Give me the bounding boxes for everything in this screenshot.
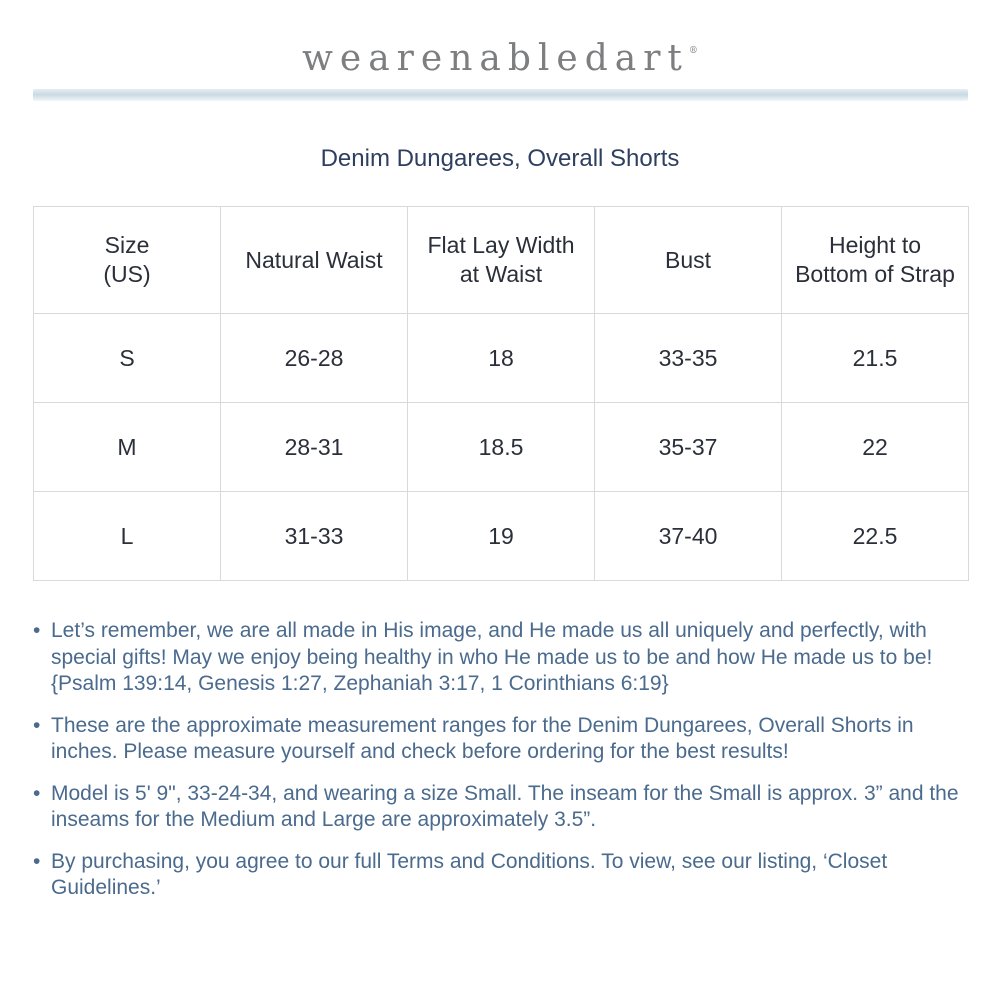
cell-size: L xyxy=(34,492,221,581)
header-flat-lay-width: Flat Lay Width at Waist xyxy=(408,207,595,314)
table-header-row xyxy=(34,207,969,314)
cell-natural-waist: 28-31 xyxy=(221,403,408,492)
table-row xyxy=(34,403,969,492)
bullet-icon: • xyxy=(33,781,41,805)
table-row xyxy=(34,492,969,581)
cell-bust: 35-37 xyxy=(595,403,782,492)
brand-logo xyxy=(0,38,1000,79)
registered-mark: ® xyxy=(688,46,698,56)
cell-size: S xyxy=(34,314,221,403)
cell-bust: 33-35 xyxy=(595,314,782,403)
note-text: These are the approximate measurement ranges for the Denim Dungarees, Overall Shorts in inches. Please measure yourself and check before ordering for the best results! xyxy=(51,713,914,763)
bullet-icon: • xyxy=(33,713,41,737)
note-item xyxy=(33,713,963,766)
note-text: Let’s remember, we are all made in His image, and He made us all uniquely and perfectly, with special gifts! May we enjoy being healthy in who He made us to be and how He made us to be! {Psalm 139:14, Genesis 1:27, Zephaniah 3:17, 1 Corinthians 6:19} xyxy=(51,619,933,695)
brand-name: wearenabledart xyxy=(302,38,689,79)
note-item xyxy=(33,618,963,698)
header-bust: Bust xyxy=(595,207,782,314)
cell-natural-waist: 31-33 xyxy=(221,492,408,581)
cell-flat-lay-width: 18.5 xyxy=(408,403,595,492)
header-size: Size (US) xyxy=(34,207,221,314)
cell-natural-waist: 26-28 xyxy=(221,314,408,403)
header-natural-waist: Natural Waist xyxy=(221,207,408,314)
bullet-icon: • xyxy=(33,849,41,873)
cell-height-to-strap: 21.5 xyxy=(782,314,969,403)
note-item xyxy=(33,781,963,834)
note-item xyxy=(33,849,963,902)
table-row xyxy=(34,314,969,403)
cell-flat-lay-width: 19 xyxy=(408,492,595,581)
notes-list xyxy=(33,618,963,917)
cell-height-to-strap: 22.5 xyxy=(782,492,969,581)
note-text: By purchasing, you agree to our full Terms and Conditions. To view, see our listing, ‘Closet Guidelines.’ xyxy=(51,849,888,899)
note-text: Model is 5' 9", 33-24-34, and wearing a size Small. The inseam for the Small is approx. 3” and the inseams for the Medium and Large are approximately 3.5”. xyxy=(51,781,959,831)
decorative-wave-divider xyxy=(33,89,968,101)
header-height-to-strap: Height to Bottom of Strap xyxy=(782,207,969,314)
size-chart-table xyxy=(33,206,969,581)
cell-flat-lay-width: 18 xyxy=(408,314,595,403)
bullet-icon: • xyxy=(33,619,41,642)
cell-size: M xyxy=(34,403,221,492)
page-title: Denim Dungarees, Overall Shorts xyxy=(320,145,680,172)
cell-height-to-strap: 22 xyxy=(782,403,969,492)
cell-bust: 37-40 xyxy=(595,492,782,581)
